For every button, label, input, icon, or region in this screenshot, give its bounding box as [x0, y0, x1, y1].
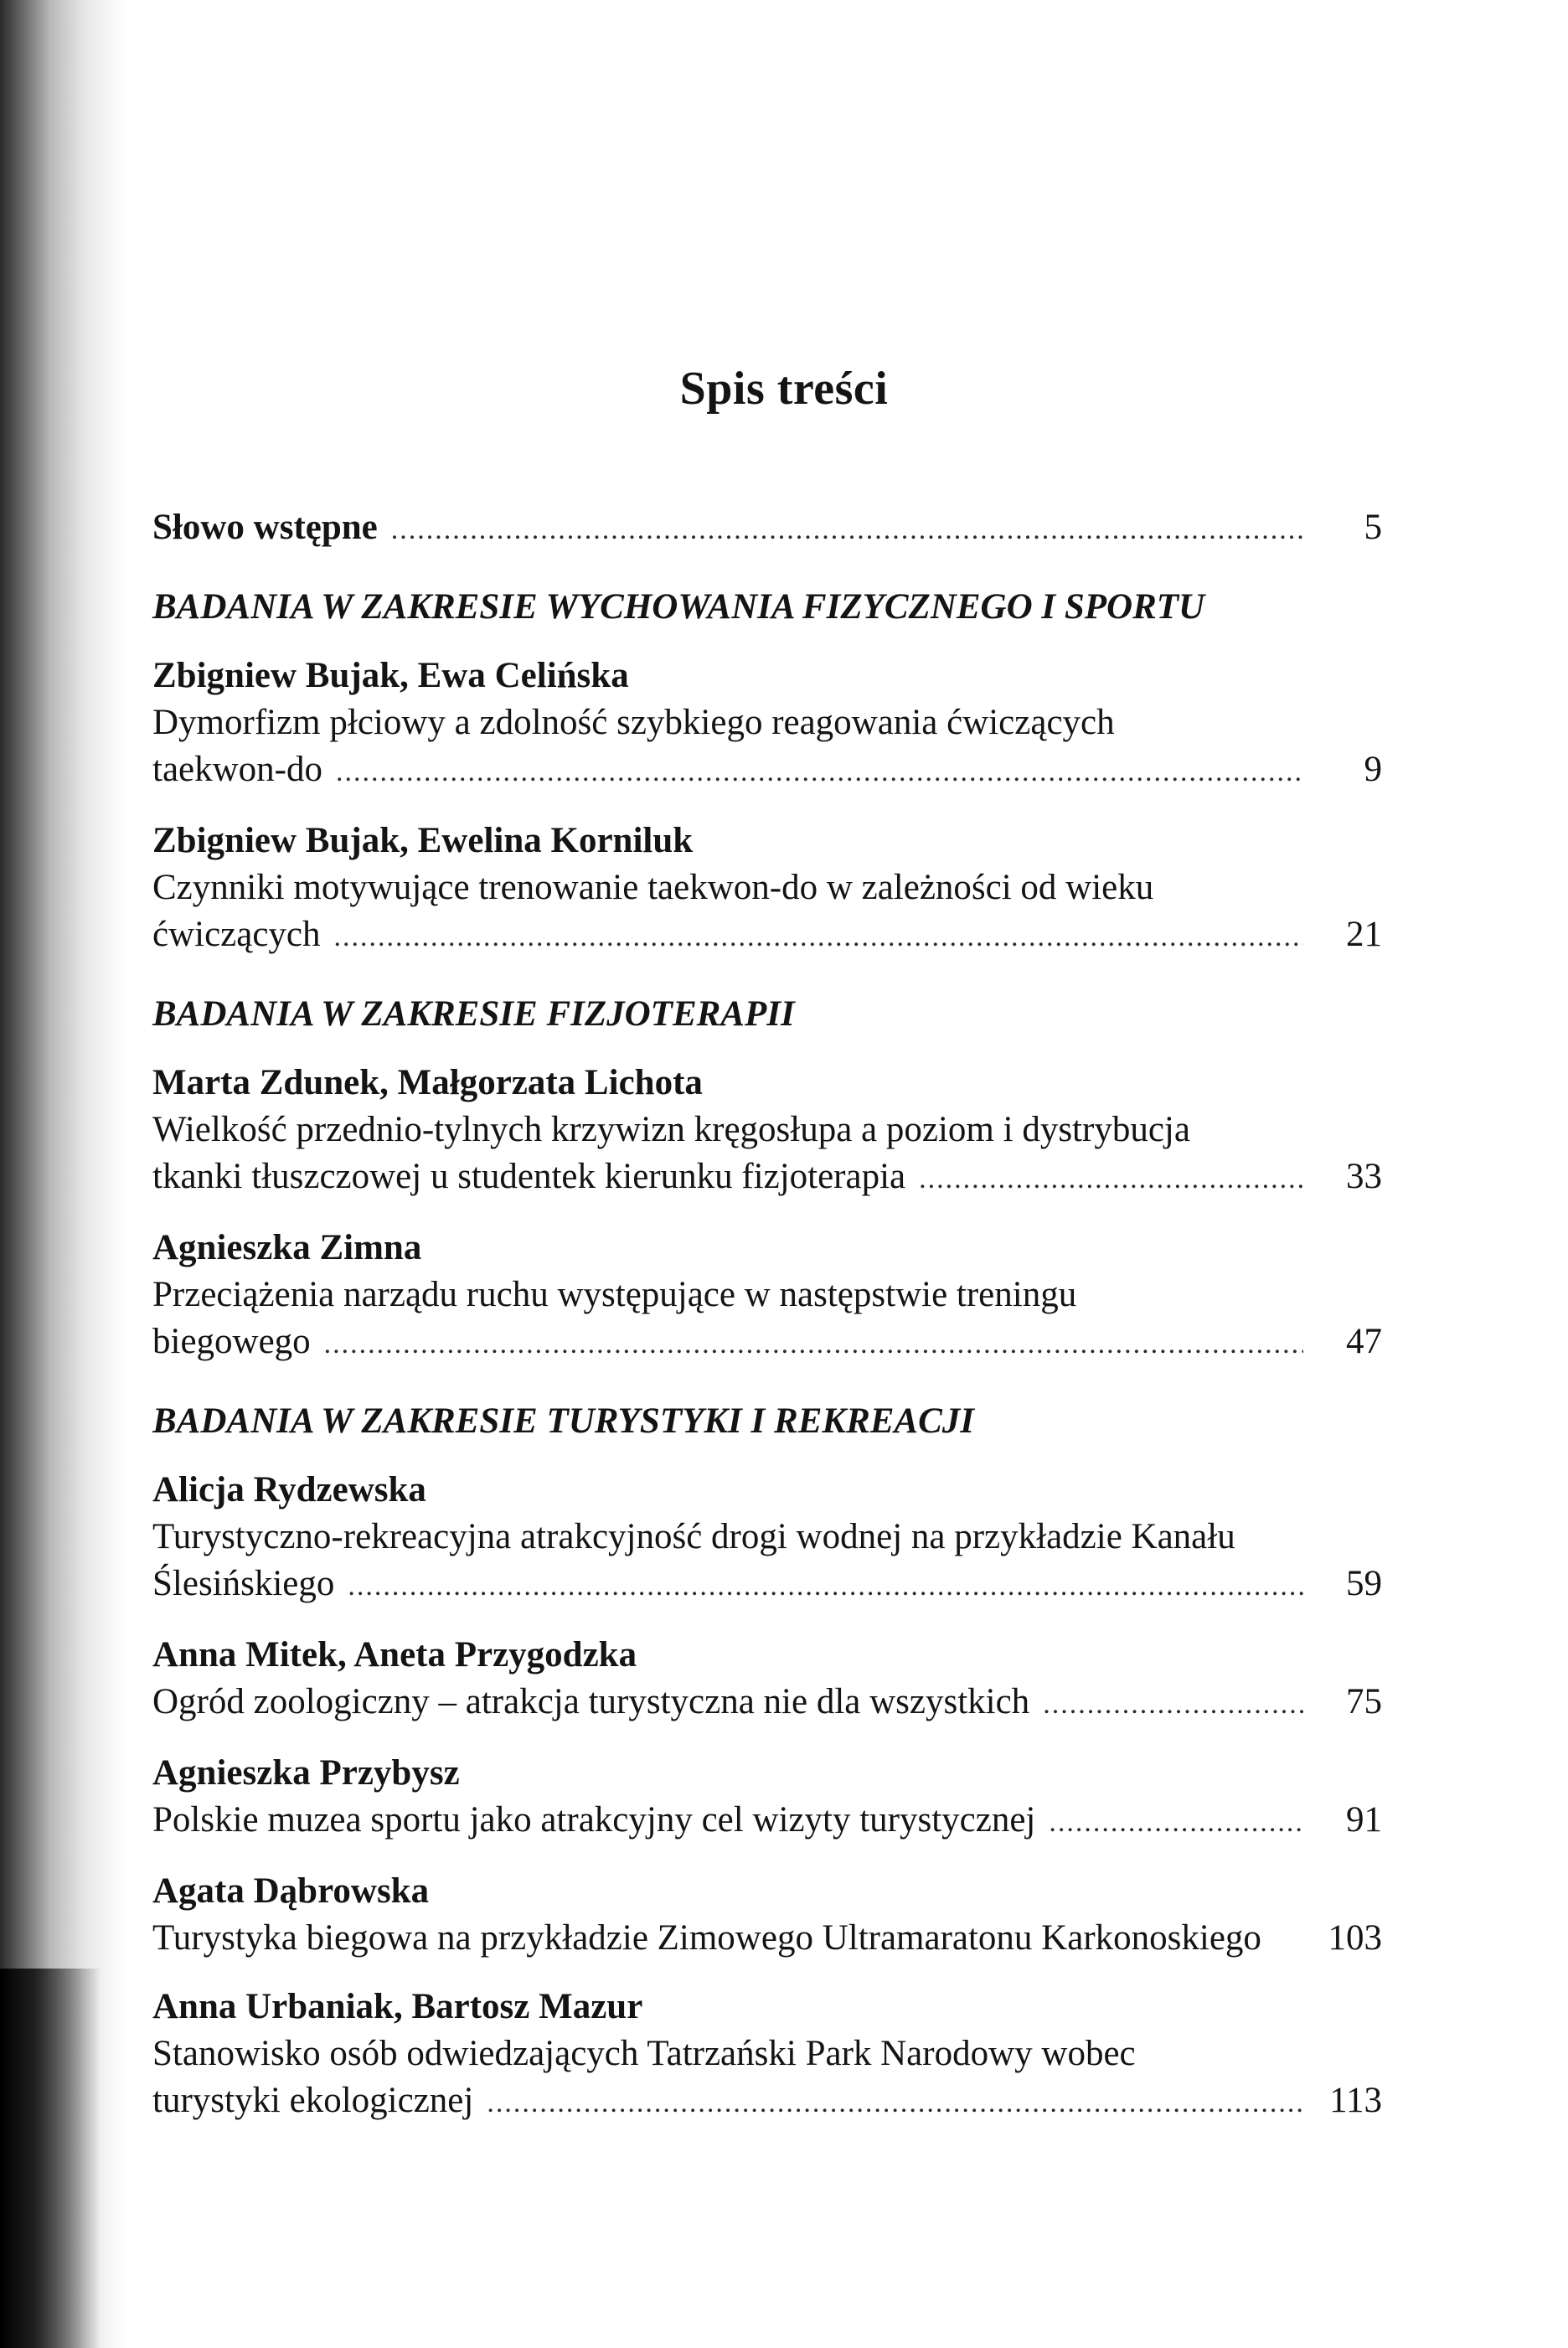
- entry-title-end: Polskie muzea sportu jako atrakcyjny cel wizyty turystycznej: [152, 1800, 1036, 1840]
- page-title: Spis treści: [679, 363, 889, 415]
- entry-title-last-line: [152, 1561, 1382, 1610]
- toc-entry-foreword[interactable]: [152, 504, 1382, 554]
- entry-title-end: ćwiczących: [152, 915, 321, 954]
- binding-shadow-dark: [0, 1969, 101, 2348]
- entry-authors: Zbigniew Bujak, Ewa Celińska: [152, 656, 629, 695]
- entry-authors: Alicja Rydzewska: [152, 1470, 426, 1509]
- section-heading: BADANIA W ZAKRESIE TURYSTYKI I REKREACJI: [152, 1401, 975, 1441]
- toc-entry[interactable]: [152, 1467, 1382, 1610]
- entry-title-last-line: [152, 746, 1382, 796]
- entry-authors: Agnieszka Zimna: [152, 1228, 422, 1267]
- section-heading: BADANIA W ZAKRESIE FIZJOTERAPII: [152, 994, 795, 1034]
- toc-entry[interactable]: [152, 1632, 1382, 1728]
- page-number: 75: [1346, 1682, 1382, 1721]
- page-number: 33: [1346, 1157, 1382, 1196]
- page-number: 47: [1346, 1322, 1382, 1361]
- entry-authors: Agnieszka Przybysz: [152, 1753, 460, 1793]
- leader-dots: [919, 1156, 1303, 1203]
- entry-title-end: Ślesińskiego: [152, 1564, 335, 1603]
- toc-entry[interactable]: [152, 1868, 1382, 1962]
- leader-dots: [348, 1563, 1303, 1610]
- foreword-label: Słowo wstępne: [152, 508, 378, 547]
- entry-title-last-line: [152, 911, 1382, 961]
- leader-dots: [487, 2080, 1303, 2127]
- entry-authors: Anna Urbaniak, Bartosz Mazur: [152, 1987, 643, 2026]
- entry-title-line: Stanowisko osób odwiedzających Tatrzański Park Narodowy wobec: [152, 2034, 1136, 2073]
- entry-title-last-line: [152, 1318, 1382, 1368]
- page-number: 5: [1364, 508, 1382, 547]
- entry-authors: Anna Mitek, Aneta Przygodzka: [152, 1635, 637, 1675]
- entry-title-last-line: [152, 1915, 1382, 1962]
- entry-title-end: taekwon-do: [152, 750, 322, 789]
- entry-title-end: Ogród zoologiczny – atrakcja turystyczna nie dla wszystkich: [152, 1682, 1030, 1721]
- entry-title-last-line: [152, 2077, 1382, 2127]
- entry-title-line: Przeciążenia narządu ruchu występujące w następstwie treningu: [152, 1275, 1077, 1314]
- leader-dots: [1049, 1799, 1303, 1846]
- entry-authors: Marta Zdunek, Małgorzata Lichota: [152, 1063, 703, 1102]
- entry-authors: Agata Dąbrowska: [152, 1871, 430, 1911]
- entry-title-last-line: [152, 1153, 1382, 1203]
- entry-title-end: biegowego: [152, 1322, 311, 1361]
- leader-dots: [391, 507, 1303, 554]
- page-number: 9: [1364, 750, 1382, 789]
- entry-title-line: Turystyczno-rekreacyjna atrakcyjność drogi wodnej na przykładzie Kanału: [152, 1517, 1235, 1556]
- toc-entry[interactable]: [152, 1750, 1382, 1846]
- entry-title-line: Wielkość przednio-tylnych krzywizn kręgosłupa a poziom i dystrybucja: [152, 1110, 1190, 1149]
- entry-title-line: Dymorfizm płciowy a zdolność szybkiego reagowania ćwiczących: [152, 703, 1115, 742]
- page-number: 113: [1329, 2081, 1382, 2120]
- leader-dots: [334, 914, 1303, 961]
- toc-entry[interactable]: [152, 1984, 1382, 2127]
- toc-entry[interactable]: [152, 1225, 1382, 1368]
- page-number: 91: [1346, 1800, 1382, 1840]
- entry-title-end: Turystyka biegowa na przykładzie Zimowego Ultramaratonu Karkonoskiego: [152, 1918, 1261, 1958]
- entry-title-last-line: [152, 1679, 1382, 1728]
- leader-dots: [336, 749, 1303, 796]
- leader-dots: [324, 1321, 1303, 1368]
- page-number: 21: [1346, 915, 1382, 954]
- entry-title-end: turystyki ekologicznej: [152, 2081, 474, 2120]
- entry-authors: Zbigniew Bujak, Ewelina Korniluk: [152, 821, 694, 860]
- toc-entry[interactable]: [152, 653, 1382, 796]
- toc-entry[interactable]: [152, 818, 1382, 961]
- entry-title-line: Czynniki motywujące trenowanie taekwon-do w zależności od wieku: [152, 868, 1154, 907]
- toc-entry[interactable]: [152, 1060, 1382, 1203]
- entry-title-last-line: [152, 1797, 1382, 1846]
- leader-dots: [1043, 1681, 1303, 1728]
- page-number: 103: [1328, 1918, 1382, 1958]
- page-number: 59: [1346, 1564, 1382, 1603]
- entry-title-end: tkanki tłuszczowej u studentek kierunku fizjoterapia: [152, 1157, 906, 1196]
- table-of-contents: [152, 504, 1382, 2127]
- section-heading: BADANIA W ZAKRESIE WYCHOWANIA FIZYCZNEGO I SPORTU: [152, 587, 1205, 627]
